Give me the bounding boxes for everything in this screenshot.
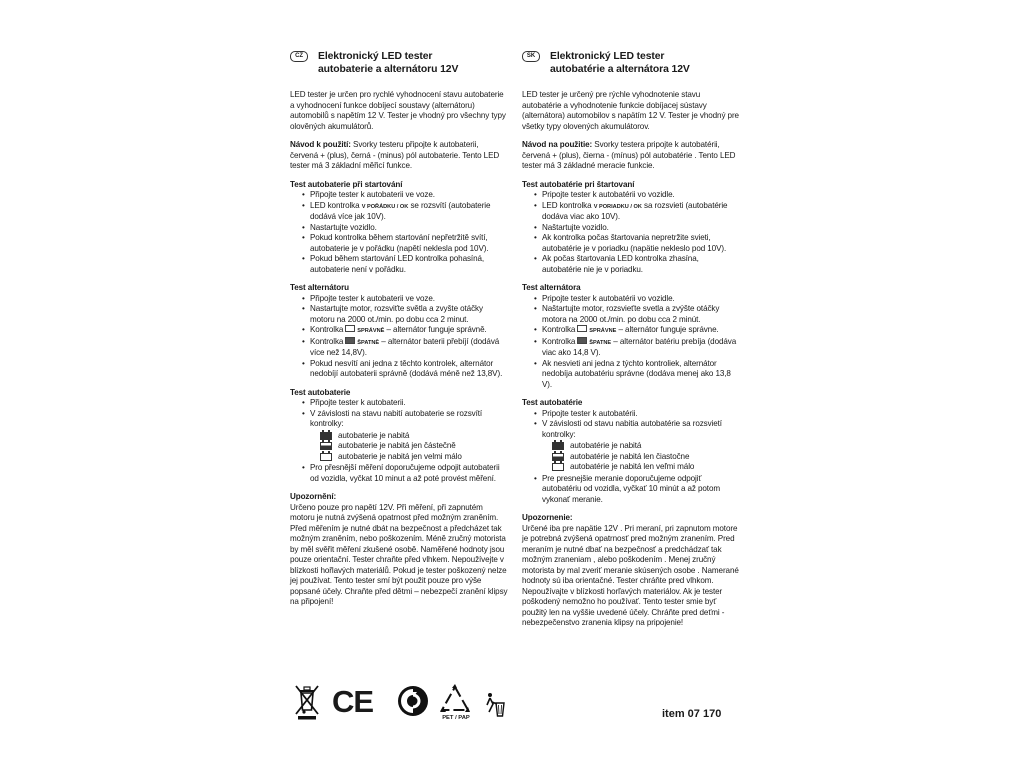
- list-item: [534, 325, 740, 337]
- battery-levels-cz: [320, 431, 508, 463]
- column-cz: [290, 50, 508, 616]
- title-line2-cz: autobaterie a alternátoru 12V: [318, 64, 459, 75]
- list-item: [302, 337, 508, 359]
- recycle-label: PET / PAP: [442, 715, 470, 721]
- section-title-battery-cz: Test autobaterie: [290, 387, 351, 397]
- battery-empty-icon: [552, 463, 564, 471]
- weee-bin-icon: [294, 684, 320, 720]
- usage-text-sk: Svorky testera pripojte k autobatérii, červená + (plus), čierna - (mínus) pól autobatérie . Tento LED tester má 3 základné meracie funkcie.: [522, 140, 736, 170]
- list-item: [302, 201, 508, 223]
- column-sk: [522, 50, 740, 637]
- warning-title-sk: Upozornenie:: [522, 513, 573, 522]
- list-start-test-sk: [522, 190, 740, 275]
- intro-sk: LED tester je určený pre rýchle vyhodnotenie stavu autobatérie a vyhodnotenie funkcie dobíjacej sústavy (alternátora) automobilov s napätím 12 V. Tester je vhodný pre všetky typy olovených akumulátorov.: [522, 90, 739, 131]
- list-item: [534, 337, 740, 359]
- list-item: [534, 201, 740, 223]
- text: autobaterie je nabitá jen velmi málo: [338, 451, 462, 461]
- usage-sk: [522, 140, 740, 172]
- led-filled-icon: [577, 337, 587, 344]
- lang-badge-cz: CZ: [290, 51, 308, 62]
- text: V závislosti od stavu nabitia autobatérie sa rozsvietí kontrolky:: [542, 419, 722, 439]
- text: – alternátor funguje správně.: [384, 325, 487, 334]
- list-item: • Připojte tester k autobaterii ve voze.: [302, 294, 508, 305]
- led-tag-ok: V PORIADKU / OK: [593, 203, 642, 210]
- list-item: • Pre presnejšie meranie doporučujeme odpojiť autobatériu od vozidla, vyčkať 10 minút a až potom vykonať meranie.: [534, 474, 740, 506]
- list-item: • Nastartujte motor, rozsviťte světla a zvyšte otáčky motoru na 2000 ot./min. po dobu cca 2 minut.: [302, 304, 508, 325]
- usage-cz: [290, 140, 508, 172]
- list-item: • Připojte tester k autobaterii ve voze.: [302, 190, 508, 201]
- battery-full-icon: [552, 442, 564, 450]
- title-cz: [318, 50, 458, 76]
- list-item: [302, 325, 508, 337]
- header-cz: [290, 50, 508, 76]
- led-outline-icon: [577, 325, 587, 332]
- battery-row-half: [320, 441, 508, 452]
- list-item: • Ak nesvieti ani jedna z týchto kontroliek, alternátor nedobíja autobatériu správne (dodáva menej ako 13,8 V).: [534, 359, 740, 391]
- list-alternator-cz: [290, 294, 508, 380]
- text: se rozsvítí (autobaterie dodává více jak 10V).: [310, 200, 491, 221]
- usage-text-cz: Svorky testeru připojte k autobaterii, červená + (plus), černá - (minus) pól autobaterie. Tento LED tester má 3 základní měřicí funkce.: [290, 140, 500, 170]
- list-item: • Pripojte tester k autobatérii.: [534, 409, 740, 420]
- text: Kontrolka: [310, 336, 344, 346]
- list-item: • Připojte tester k autobaterii.: [302, 398, 508, 409]
- battery-row-full: [320, 431, 508, 442]
- title-line1-cz: Elektronický LED tester: [318, 51, 433, 62]
- tidyman-icon: [484, 692, 506, 718]
- header-sk: [522, 50, 740, 76]
- led-tag-wrong: ŠPATNE: [589, 339, 612, 346]
- text: Kontrolka: [542, 325, 576, 334]
- battery-full-icon: [320, 432, 332, 440]
- list-alternator-sk: [522, 294, 740, 391]
- text: autobaterie je nabitá: [338, 430, 410, 440]
- list-item: • Ak kontrolka počas štartovania nepretržite svieti, autobatérie je v poriadku (napätie nekleslo pod 10V).: [534, 233, 740, 254]
- battery-row-low: [320, 452, 508, 463]
- list-item: • Pokud kontrolka během startování nepřetržitě svítí, autobaterie je v pořádku (napětí neklesla pod 10V).: [302, 233, 508, 254]
- list-item: • Pokud nesvítí ani jedna z těchto kontrolek, alternátor nedobíjí autobaterii správně (dodává méně než 13,8V).: [302, 359, 508, 380]
- green-dot-icon: [396, 684, 430, 718]
- list-start-test-cz: [290, 190, 508, 275]
- text: autobaterie je nabitá jen částečně: [338, 441, 456, 450]
- led-tag-wrong: ŠPATNĚ: [357, 339, 380, 346]
- text: sa rozsvieti (autobatérie dodáva viac ako 10V).: [542, 200, 728, 221]
- section-title-start-test-cz: Test autobaterie při startování: [290, 179, 403, 189]
- list-item: • Naštartujte motor, rozsvieťte svetla a zvýšte otáčky motora na 2000 ot./min. po dobu cca 2 minút.: [534, 304, 740, 325]
- list-item: • Pokud během startování LED kontrolka pohasíná, autobaterie není v pořádku.: [302, 254, 508, 275]
- section-title-battery-sk: Test autobatérie: [522, 398, 583, 407]
- list-item: • Pro přesnější měření doporučujeme odpojit autobaterii od vozidla, vyčkat 10 minut a až poté provést měření.: [302, 463, 508, 484]
- battery-half-icon: [552, 453, 564, 461]
- battery-row-full: [552, 441, 740, 452]
- text: – alternátor funguje správne.: [616, 325, 719, 334]
- ce-mark: CE: [332, 684, 374, 719]
- warning-text-sk: Určené iba pre napätie 12V . Pri meraní, pri zapnutom motore je potrebná zvýšená opatrnosť pred možným zranením. Pred meraním je nutné dbať na bezpečnosť a predchádzať tak možným zraneniam , alebo poškodením . Menej zručný motorista by mal zveriť meranie skúsených osobe . Namerané hodnoty sú iba orientačné. Tester chráňte pred vlhkom. Nepoužívajte v blízkosti horľavých materiálov. Ak je tester poškodený nemožno ho používať. Tento tester smie byť použitý len na vyššie uvedené účely. Chráňte pred deťmi - nebezpečenstvo zranenia klipsy na pripojenie!: [522, 523, 739, 627]
- intro-cz: LED tester je určen pro rychlé vyhodnocení stavu autobaterie a vyhodnocení funkce dobíjecí soustavy (alternátoru) automobilů s napětím 12 V. Tester je vhodný pro všechny typy olověných akumulátorů.: [290, 90, 506, 131]
- text: – alternátor batériu prebíja (dodáva viac ako 14,8 V).: [542, 336, 737, 357]
- usage-label-cz: Návod k použití:: [290, 140, 351, 149]
- led-tag-correct: SPRÁVNE: [589, 328, 617, 334]
- list-item: • Ak počas štartovania LED kontrolka zhasína, autobatérie nie je v poriadku.: [534, 254, 740, 275]
- warning-text-cz: Určeno pouze pro napětí 12V. Při měření, při zapnutém motoru je nutná zvýšená opatrnost před možným zraněním. Před měřením je nutné dbát na bezpečnost a předcházet tak možným zraněním, nebo poškozením. Méně zručný motorista by měl svěřit měření zkušené osobě. Naměřené hodnoty jsou pouze orientační. Tester chraňte před vlhkem. Nepoužívejte v blízkosti hořlavých materiálů. Pokud je tester poškozený nelze jej používat. Tento tester smí být použit pouze pro výše popsané účely. Chraňte před dětmi – nebezpečí zranění klipsy na připojení!: [290, 502, 508, 606]
- text: LED kontrolka: [310, 200, 362, 210]
- list-item: • Nastartujte vozidlo.: [302, 223, 508, 234]
- title-sk: [550, 50, 690, 76]
- usage-label-sk: Návod na použitie:: [522, 140, 593, 149]
- battery-row-low: [552, 462, 740, 473]
- list-battery-sk: [522, 409, 740, 506]
- battery-empty-icon: [320, 453, 332, 461]
- list-item: [302, 409, 508, 463]
- led-tag-ok: V POŘÁDKU / OK: [361, 203, 409, 210]
- battery-half-icon: [320, 442, 332, 450]
- text: autobatérie je nabitá len veľmi málo: [570, 462, 695, 471]
- section-title-alternator-sk: Test alternátora: [522, 283, 581, 292]
- list-item: • Naštartujte vozidlo.: [534, 223, 740, 234]
- list-item: • Pripojte tester k autobatérii vo vozidle.: [534, 190, 740, 201]
- text: autobatérie je nabitá: [570, 441, 642, 450]
- title-line2-sk: autobatérie a alternátora 12V: [550, 64, 690, 75]
- battery-row-half: [552, 452, 740, 463]
- list-item: [534, 419, 740, 473]
- led-outline-icon: [345, 325, 355, 332]
- text: LED kontrolka: [542, 200, 594, 210]
- text: Kontrolka: [310, 325, 344, 334]
- title-line1-sk: Elektronický LED tester: [550, 51, 665, 62]
- section-title-start-test-sk: Test autobatérie pri štartovaní: [522, 179, 635, 189]
- list-item: • Pripojte tester k autobatérii vo vozidle.: [534, 294, 740, 305]
- text: autobatérie je nabitá len čiastočne: [570, 451, 690, 461]
- warning-title-cz: Upozornění:: [290, 492, 337, 501]
- text: V závislosti na stavu nabití autobaterie se rozsvítí kontrolky:: [310, 408, 483, 428]
- lang-badge-sk: SK: [522, 51, 540, 62]
- text: – alternátor baterii přebíjí (dodává více než 14,8V).: [310, 336, 500, 357]
- led-tag-correct: SPRÁVNĚ: [357, 328, 385, 334]
- recycle-icon: [438, 684, 472, 716]
- section-title-alternator-cz: Test alternátoru: [290, 283, 349, 292]
- battery-levels-sk: [552, 441, 740, 473]
- list-battery-cz: [290, 398, 508, 484]
- led-filled-icon: [345, 337, 355, 344]
- text: Kontrolka: [542, 336, 576, 346]
- item-code: item 07 170: [662, 708, 722, 720]
